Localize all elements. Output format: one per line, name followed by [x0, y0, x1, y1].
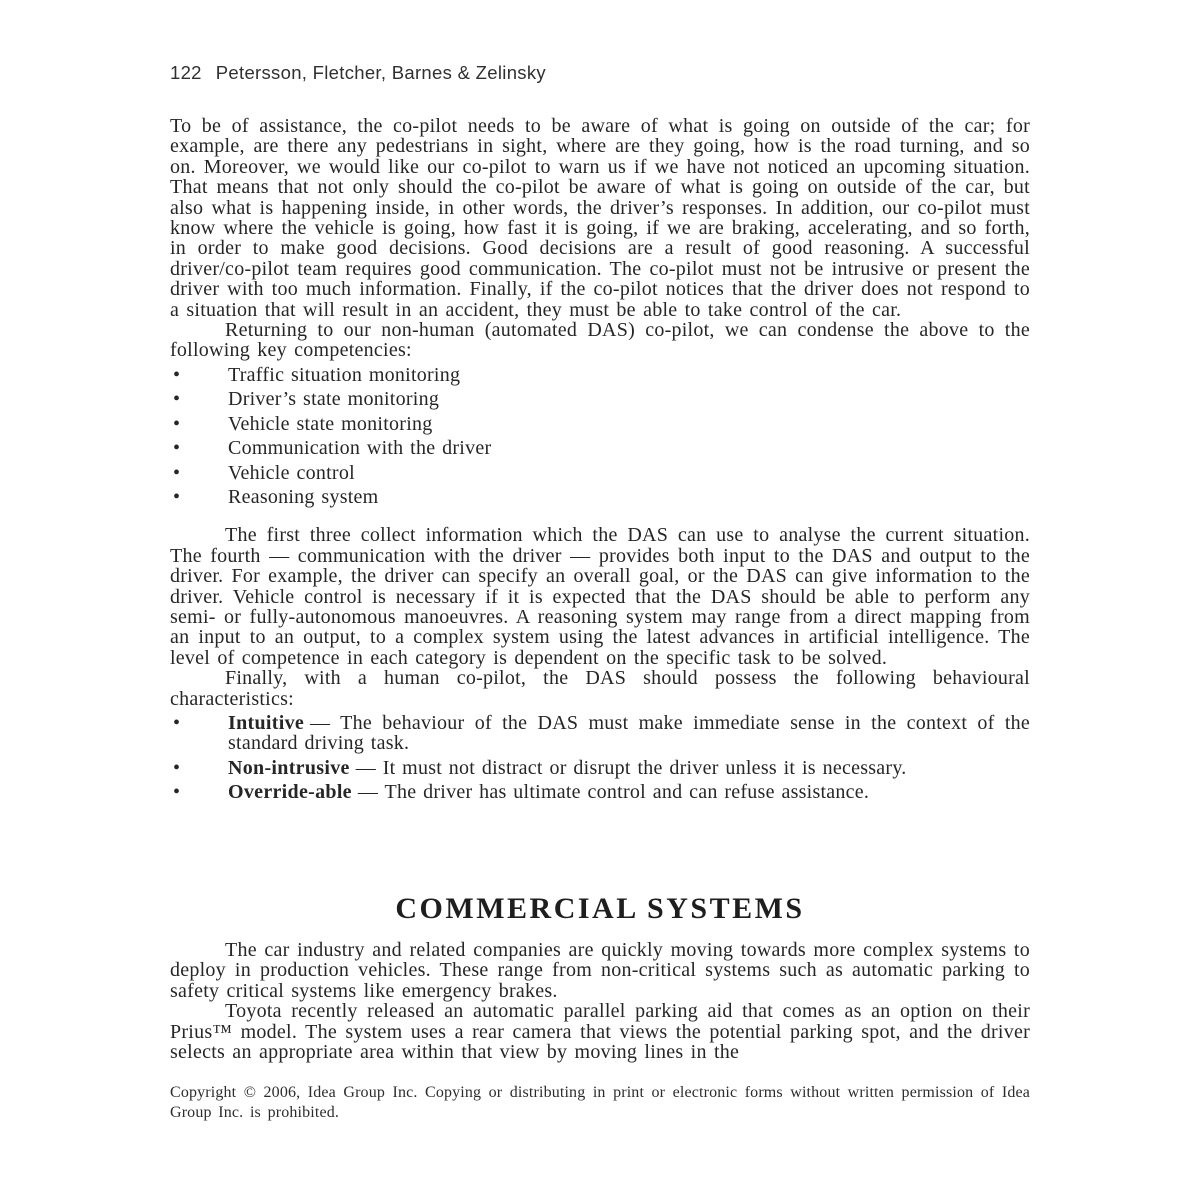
list-item: [170, 463, 1030, 483]
commercial-systems-section: [170, 892, 1030, 1062]
book-page: [170, 62, 1030, 1192]
list-item: [170, 713, 1030, 754]
paragraph-first-three: The first three collect information which the DAS can use to analyse the current situation. The fourth — communication with the driver — provides both input to the DAS and output to the driver. For example, the driver can specify an overall goal, or the DAS can give information to the driver. Vehicle control is necessary if it is expected that the DAS should be able to perform any semi- or fully-autonomous manoeuvres. A reasoning system may range from a direct mapping from an input to an output, to a complex system using the latest advances in artificial intelligence. The level of competence in each category is dependent on the specific task to be solved.: [170, 524, 1030, 669]
paragraph-car-industry: The car industry and related companies are quickly moving towards more complex systems to deploy in production vehicles. These range from non-critical systems such as automatic parking to safety critical systems like emergency brakes.: [170, 939, 1030, 1002]
list-item: [170, 487, 1030, 507]
competency-label: Communication with the driver: [228, 437, 492, 460]
competency-label: Vehicle control: [228, 461, 355, 484]
characteristic-term: Override-able: [228, 781, 352, 804]
competencies-list: [170, 365, 1030, 507]
bullet-icon: •: [173, 461, 181, 484]
characteristic-text: [228, 782, 1030, 802]
bullet-icon: •: [173, 412, 181, 435]
list-item: [170, 365, 1030, 385]
characteristic-term: Non-intrusive: [228, 756, 350, 779]
competency-label: Vehicle state monitoring: [228, 412, 433, 435]
characteristic-description: — The driver has ultimate control and can refuse assistance.: [357, 781, 870, 804]
competency-label: Reasoning system: [228, 485, 379, 508]
bullet-icon: •: [173, 485, 181, 508]
paragraph-intro: To be of assistance, the co-pilot needs to be aware of what is going on outside of the car; for example, are there any pedestrians in sight, where are they going, how is the road turning, and so on. Moreover, we would like our co-pilot to warn us if we have not noticed an upcoming situation. That means that not only should the co-pilot be aware of what is going on outside of the car, but also what is happening inside, in other words, the driver’s responses. In addition, our co-pilot must know where the vehicle is going, how fast it is going, if we are braking, accelerating, and so forth, in order to make good decisions. Good decisions are a result of good reasoning. A successful driver/co-pilot team requires good communication. The co-pilot must not be intrusive or present the driver with too much information. Finally, if the co-pilot notices that the driver does not respond to a situation that will result in an accident, they must be able to take control of the car.: [170, 115, 1030, 321]
list-item: [170, 414, 1030, 434]
copyright-notice: Copyright © 2006, Idea Group Inc. Copying or distributing in print or electronic forms without written permission of Idea Group Inc. is prohibited.: [170, 1084, 1030, 1121]
list-item: [170, 438, 1030, 458]
bullet-icon: •: [173, 711, 181, 734]
list-item: [170, 782, 1030, 802]
characteristics-list: [170, 713, 1030, 803]
bullet-icon: •: [173, 781, 181, 804]
paragraph-finally: Finally, with a human co-pilot, the DAS should possess the following behavioural characteristics:: [170, 667, 1030, 710]
paragraph-toyota: Toyota recently released an automatic parallel parking aid that comes as an option on their Prius™ model. The system uses a rear camera that views the potential parking spot, and the driver selects an appropriate area within that view by moving lines in the: [170, 1000, 1030, 1064]
characteristic-text: [228, 713, 1030, 754]
characteristic-text: [228, 758, 1030, 778]
page-number: 122: [170, 62, 202, 83]
bullet-icon: •: [173, 437, 181, 460]
competency-label: Traffic situation monitoring: [228, 363, 461, 386]
running-title: Petersson, Fletcher, Barnes & Zelinsky: [215, 62, 546, 83]
bullet-icon: •: [173, 388, 181, 411]
competency-label: Driver’s state monitoring: [228, 388, 440, 411]
characteristic-description: — The behaviour of the DAS must make immediate sense in the context of the standard driving task.: [228, 711, 1030, 755]
list-item: [170, 389, 1030, 409]
characteristic-description: — It must not distract or disrupt the driver unless it is necessary.: [355, 756, 907, 779]
section-heading: COMMERCIAL SYSTEMS: [395, 892, 805, 925]
paragraph-returning: Returning to our non-human (automated DAS) co-pilot, we can condense the above to the following key competencies:: [170, 319, 1030, 362]
list-item: [170, 758, 1030, 778]
bullet-icon: •: [173, 363, 181, 386]
running-head: [170, 62, 1030, 84]
characteristic-term: Intuitive: [228, 711, 305, 734]
bullet-icon: •: [173, 756, 181, 779]
